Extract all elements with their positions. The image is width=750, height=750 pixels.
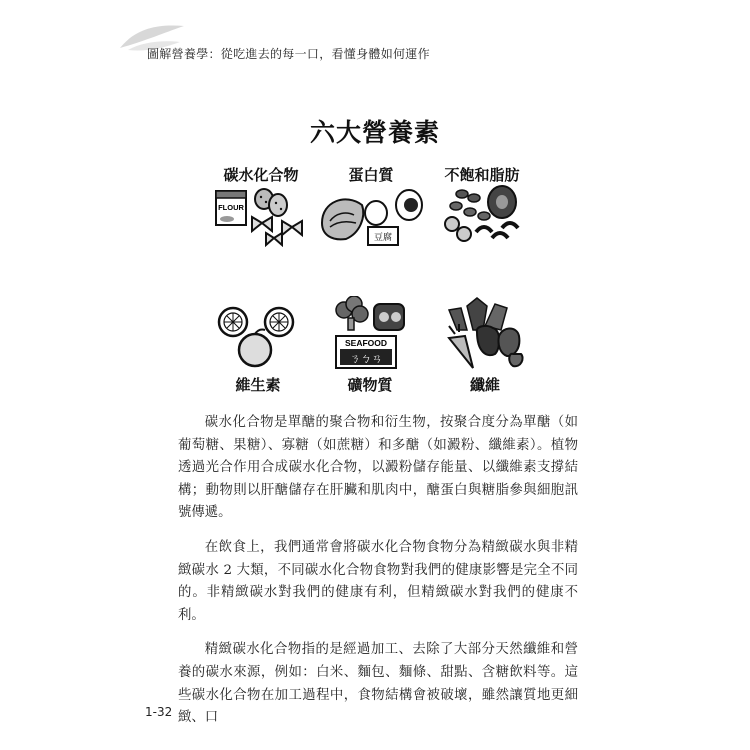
paragraph-1: 碳水化合物是單醣的聚合物和衍生物，按聚合度分為單醣（如葡萄糖、果糖）、寡糖（如蔗糖）和多醣（如澱粉、纖維素）。植物透過光合作用合成碳水化合物，以澱粉儲存能量、以纖維素支撐結構；動物則以肝醣儲存在肝臟和肌肉中，醣蛋白與糖脂參與細胞訊號傳遞。 (178, 415, 578, 521)
vitamin-icon (215, 300, 301, 370)
seafood-package-text: SEAFOOD (344, 338, 388, 348)
paragraph-2: 在飲食上，我們通常會將碳水化合物食物分為精緻碳水與非精緻碳水 2 大類，不同碳水化合物食物對我們的健康影響是完全不同的。非精緻碳水對我們的健康有利，但精緻碳水對我們的健康不利。 (178, 539, 578, 623)
page-title: 六大營養素 (309, 118, 440, 147)
nutrient-label-carbohydrate: 碳水化合物 (223, 166, 299, 184)
page-number: 1-32 (145, 705, 173, 719)
carbohydrate-icon (212, 185, 312, 247)
protein-icon (316, 183, 426, 251)
body-text (178, 412, 578, 742)
tofu-package-text: 豆腐 (373, 233, 393, 243)
running-head: 圖解營養學：從吃進去的每一口，看懂身體如何運作 (147, 47, 430, 61)
nutrient-label-mineral: 礦物質 (347, 376, 393, 394)
fat-icon (440, 184, 522, 252)
seafood-package-subtext: ㄋㄅㄢ (349, 352, 383, 365)
nutrient-label-fat: 不飽和脂肪 (444, 166, 520, 184)
nutrient-label-fiber: 纖維 (469, 376, 500, 394)
nutrient-label-vitamin: 維生素 (235, 376, 281, 394)
nutrient-label-protein: 蛋白質 (348, 166, 394, 184)
flour-package-text: FLOUR (218, 203, 244, 212)
paragraph-3: 精緻碳水化合物指的是經過加工、去除了大部分天然纖維和營養的碳水來源，例如：白米、麵包、麵條、甜點、含糖飲料等。這些碳水化合物在加工過程中，食物結構會被破壞，雖然讓質地更細緻、口 (178, 642, 578, 726)
mineral-icon (330, 296, 410, 370)
fiber-icon (443, 296, 529, 372)
